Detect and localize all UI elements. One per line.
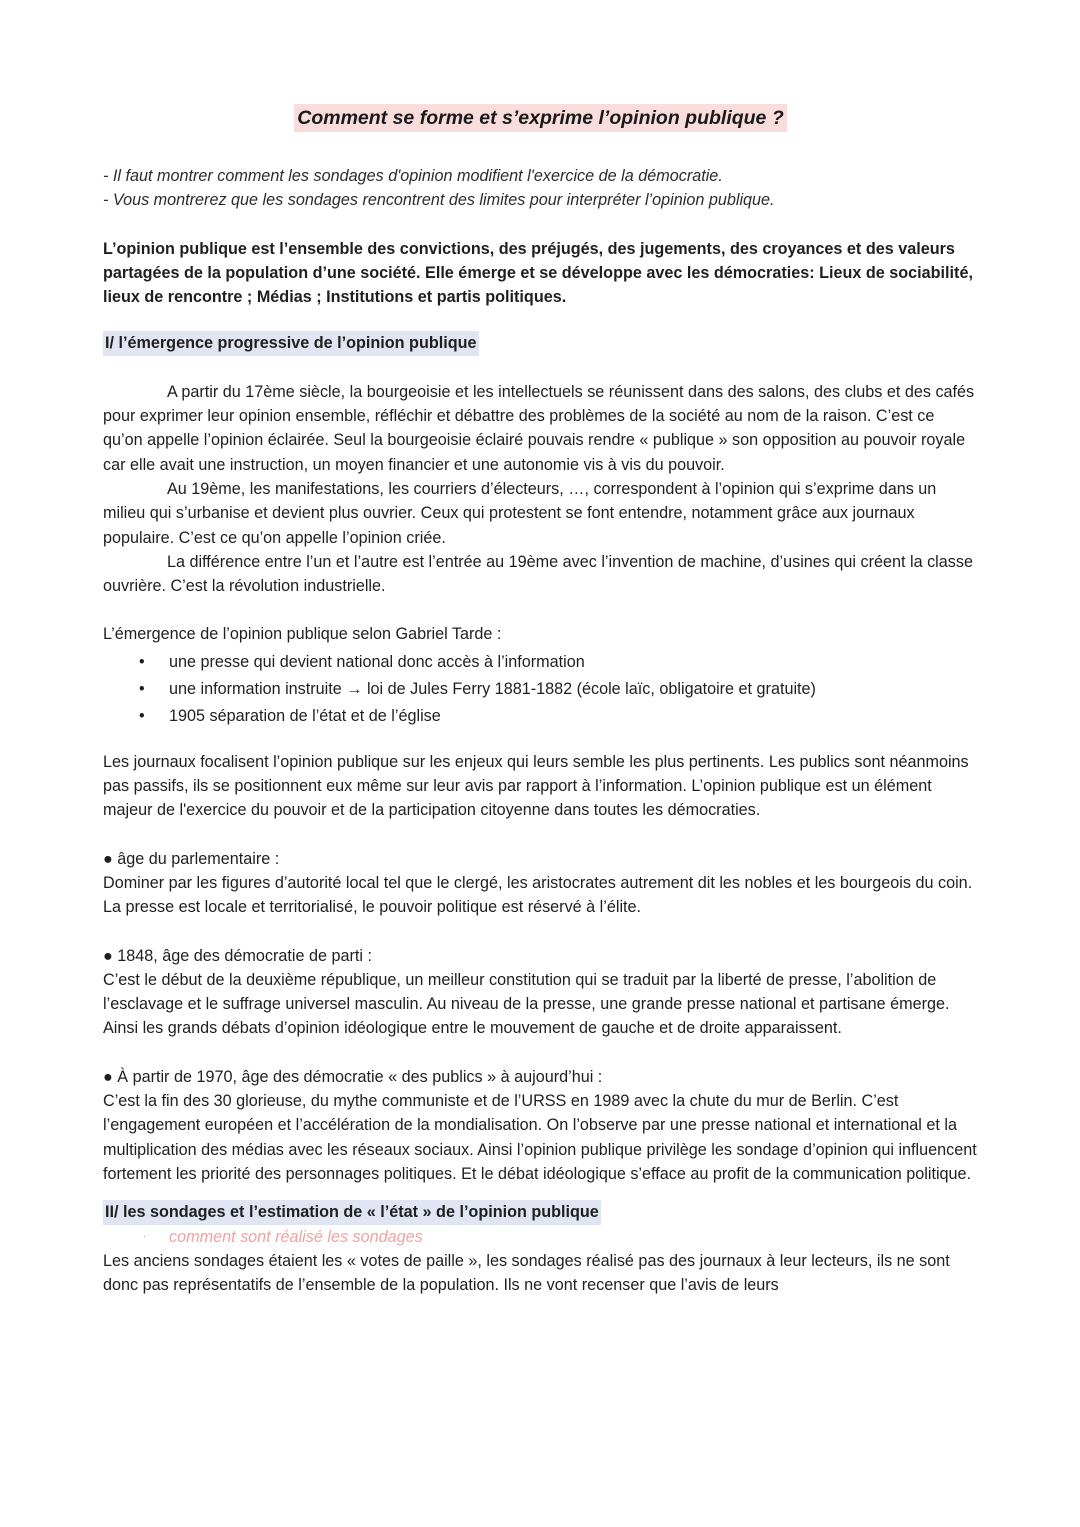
tarde-intro: L’émergence de l’opinion publique selon Gabriel Tarde : bbox=[103, 625, 502, 644]
tarde-bullet-list bbox=[103, 649, 978, 730]
section-1-heading: I/ l’émergence progressive de l’opinion publique bbox=[103, 331, 479, 355]
era-heading: ● À partir de 1970, âge des démocratie « des publics » à aujourd’hui : bbox=[103, 1067, 603, 1086]
bullet-icon: • bbox=[139, 652, 145, 671]
body-paragraph: La différence entre l’un et l’autre est l’entrée au 19ème avec l’invention de machine, d’usines qui créent la classe ouvrière. C’est la révolution industrielle. bbox=[103, 552, 973, 596]
bullet-icon: • bbox=[139, 679, 145, 698]
era-text: C’est la fin des 30 glorieuse, du mythe communiste et de l’URSS en 1989 avec la chute du mur de Berlin. C’est l’engagement européen et l’accélération de la mondialisation. On l’observe par une presse national et international et la multiplication des médias avec les réseaux sociaux. Ainsi l’opinion publique privilège les sondage d’opinion qui influencent fortement les priorité des personnages politiques. Et le débat idéologique s’efface au profit de la communication politique. bbox=[103, 1092, 977, 1183]
document-content bbox=[103, 104, 978, 1297]
sub-bullet-item: · comment sont réalisé les sondages bbox=[103, 1225, 978, 1249]
era-text: C’est le début de la deuxième république, un meilleur constitution qui se traduit par la liberté de presse, l’abolition de l’esclavage et le suffrage universel masculin. Au niveau de la presse, une grande presse national et partisane émerge. Ainsi les grands débats d’opinion idéologique entre le mouvement de gauche et de droite apparaissent. bbox=[103, 970, 950, 1038]
list-item: • une presse qui devient national donc accès à l’information bbox=[103, 649, 978, 676]
body-paragraph: Les anciens sondages étaient les « votes de paille », les sondages réalisé pas des journaux à leur lecteurs, ils ne sont donc pas représentatifs de l’ensemble de la population. Ils ne vont recenser que l’avis de leurs bbox=[103, 1251, 950, 1295]
body-paragraph: Au 19ème, les manifestations, les courriers d’électeurs, …, correspondent à l’opinion qui s’exprime dans un milieu qui s’urbanise et devient plus ouvrier. Ceux qui protestent se font entendre, notamment grâce aux journaux populaire. C’est ce qu’on appelle l’opinion criée. bbox=[103, 479, 937, 547]
bullet-icon: · bbox=[143, 1230, 147, 1242]
era-heading: ● 1848, âge des démocratie de parti : bbox=[103, 946, 372, 965]
instruction-line: - Vous montrerez que les sondages rencontrent des limites pour interpréter l’opinion publique. bbox=[103, 191, 775, 210]
era-text: Dominer par les figures d’autorité local tel que le clergé, les aristocrates autrement dit les nobles et les bourgeois du coin. La presse est locale et territorialisé, le pouvoir politique est réservé à l’élite. bbox=[103, 873, 973, 917]
section-2-heading: II/ les sondages et l’estimation de « l’état » de l’opinion publique bbox=[103, 1200, 601, 1224]
instruction-line: - Il faut montrer comment les sondages d'opinion modifient l'exercice de la démocratie. bbox=[103, 167, 723, 185]
page-title: Comment se forme et s’exprime l’opinion publique ? bbox=[294, 104, 786, 132]
bullet-icon: • bbox=[139, 706, 145, 725]
list-item: • une information instruite → loi de Jules Ferry 1881-1882 (école laïc, obligatoire et gratuite) bbox=[103, 676, 978, 703]
journaux-paragraph: Les journaux focalisent l’opinion publique sur les enjeux qui leurs semble les plus pertinents. Les publics sont néanmoins pas passifs, ils se positionnent eux même sur leur avis par rapport à l’information. L’opinion publique est un élément majeur de l'exercice du pouvoir et de la participation citoyenne dans toutes les démocraties. bbox=[103, 752, 969, 820]
intro-paragraph: L’opinion publique est l’ensemble des convictions, des préjugés, des jugements, des croyances et des valeurs partagées de la population d’une société. Elle émerge et se développe avec les démocraties: Lieux de sociabilité, lieux de rencontre ; Médias ; Institutions et partis politiques. bbox=[103, 239, 973, 307]
list-item: • 1905 séparation de l’état et de l’église bbox=[103, 703, 978, 730]
body-paragraph: A partir du 17ème siècle, la bourgeoisie et les intellectuels se réunissent dans des salons, des clubs et des cafés pour exprimer leur opinion ensemble, réfléchir et débattre des problèmes de la société au nom de la raison. C’est ce qu’on appelle l’opinion éclairée. Seul la bourgeoisie éclairé pouvais rendre « publique » son opposition au pouvoir royale car elle avait une instruction, un moyen financier et une autonomie vis à vis du pouvoir. bbox=[103, 382, 975, 474]
era-heading: ● âge du parlementaire : bbox=[103, 849, 280, 868]
title-wrap bbox=[103, 104, 978, 132]
